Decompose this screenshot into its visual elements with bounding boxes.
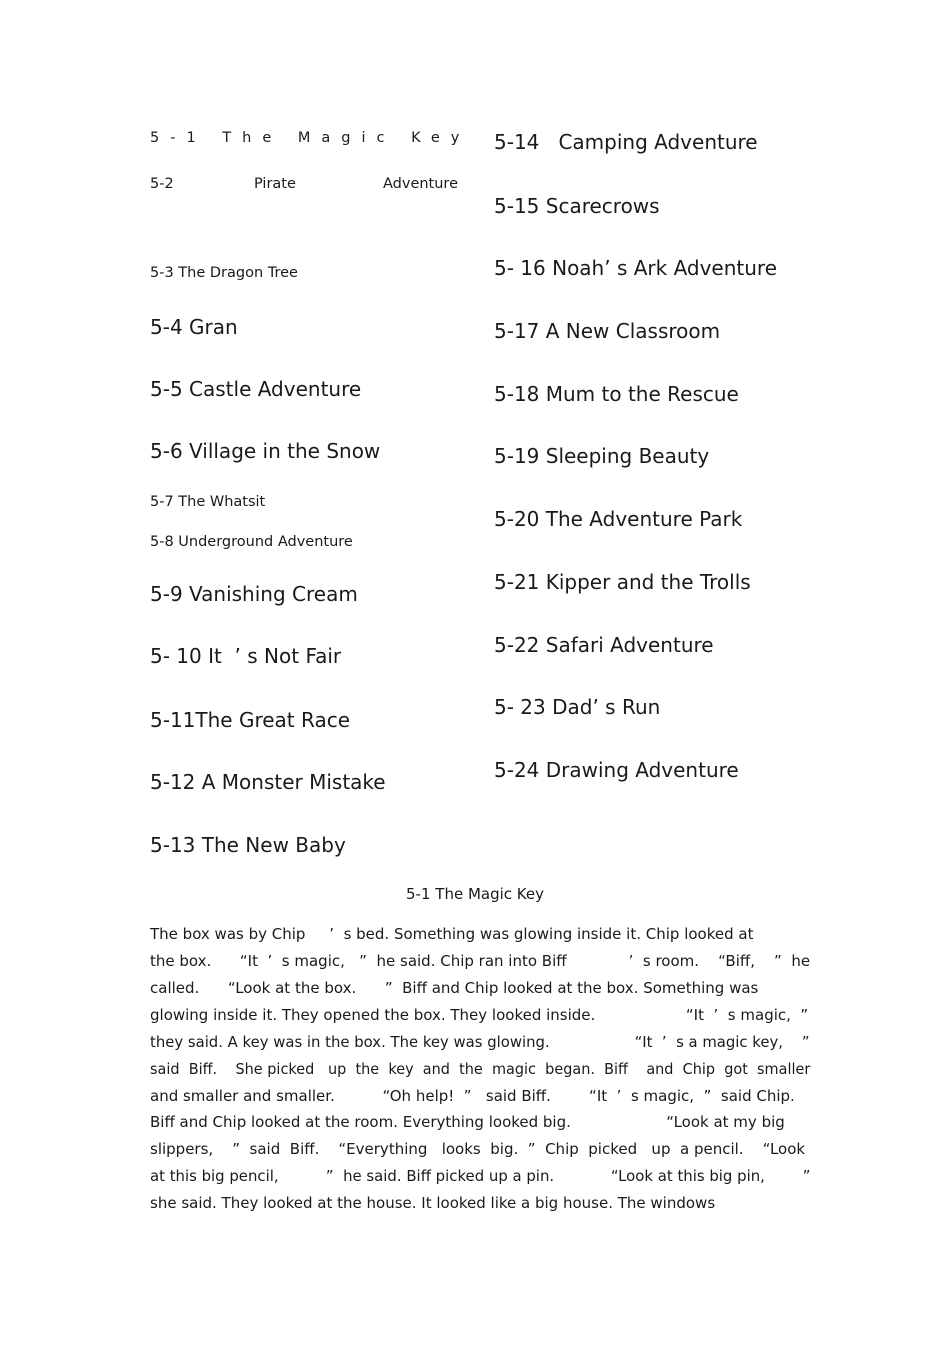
toc-entry-5-17: 5-17 A New Classroom: [494, 319, 721, 343]
toc-entry-5-10: 5- 10 It ’ s Not Fair: [150, 644, 342, 668]
toc-entry-5-7: 5-7 The Whatsit: [150, 494, 266, 510]
toc-entry-5-2-word1: Pirate: [254, 176, 296, 192]
story-line: slippers, ” said Biff. “Everything looks big. ” Chip picked up a pencil. “Look: [150, 1140, 806, 1158]
story-line: and smaller and smaller. “Oh help! ” said Biff. “It ’ s magic, ” said Chip.: [150, 1087, 795, 1105]
story-line: called. “Look at the box. ” Biff and Chip looked at the box. Something was: [150, 979, 759, 997]
toc-entry-5-23: 5- 23 Dad’ s Run: [494, 695, 661, 719]
story-line: at this big pencil, ” he said. Biff picked up a pin. “Look at this big pin, ”: [150, 1167, 811, 1185]
story-line: she said. They looked at the house. It looked like a big house. The windows: [150, 1194, 716, 1212]
toc-entry-5-21: 5-21 Kipper and the Trolls: [494, 570, 751, 594]
story-line: Biff and Chip looked at the room. Everything looked big. “Look at my big: [150, 1113, 785, 1131]
story-line: said Biff. She picked up the key and the magic began. Biff and Chip got smaller: [150, 1060, 811, 1078]
toc-entry-5-19: 5-19 Sleeping Beauty: [494, 444, 710, 468]
toc-entry-5-18: 5-18 Mum to the Rescue: [494, 382, 739, 406]
toc-entry-5-16: 5- 16 Noah’ s Ark Adventure: [494, 256, 778, 280]
story-line: The box was by Chip ’ s bed. Something was glowing inside it. Chip looked at: [150, 925, 754, 943]
toc-entry-5-20: 5-20 The Adventure Park: [494, 507, 743, 531]
story-title: 5-1 The Magic Key: [406, 885, 544, 903]
toc-entry-5-13: 5-13 The New Baby: [150, 833, 346, 857]
toc-entry-5-4: 5-4 Gran: [150, 315, 238, 339]
toc-entry-5-2-number: 5-2: [150, 176, 174, 192]
toc-entry-5-14: 5-14 Camping Adventure: [494, 130, 758, 154]
toc-entry-5-15: 5-15 Scarecrows: [494, 194, 660, 218]
toc-entry-5-9: 5-9 Vanishing Cream: [150, 582, 358, 606]
toc-entry-5-11: 5-11The Great Race: [150, 708, 350, 732]
story-line: the box. “It ’ s magic, ” he said. Chip ran into Biff ’ s room. “Biff, ” he: [150, 952, 811, 970]
toc-entry-5-3: 5-3 The Dragon Tree: [150, 265, 298, 281]
toc-entry-5-8: 5-8 Underground Adventure: [150, 534, 353, 550]
toc-entry-5-22: 5-22 Safari Adventure: [494, 633, 714, 657]
toc-entry-5-1: 5-1 The Magic Key: [150, 130, 471, 146]
toc-entry-5-24: 5-24 Drawing Adventure: [494, 758, 739, 782]
toc-entry-5-6: 5-6 Village in the Snow: [150, 439, 381, 463]
toc-entry-5-5: 5-5 Castle Adventure: [150, 377, 362, 401]
toc-entry-5-2-word2: Adventure: [383, 176, 458, 192]
story-line: glowing inside it. They opened the box. They looked inside. “It ’ s magic, ”: [150, 1006, 809, 1024]
toc-entry-5-12: 5-12 A Monster Mistake: [150, 770, 386, 794]
story-line: they said. A key was in the box. The key was glowing. “It ’ s a magic key, ”: [150, 1033, 810, 1051]
